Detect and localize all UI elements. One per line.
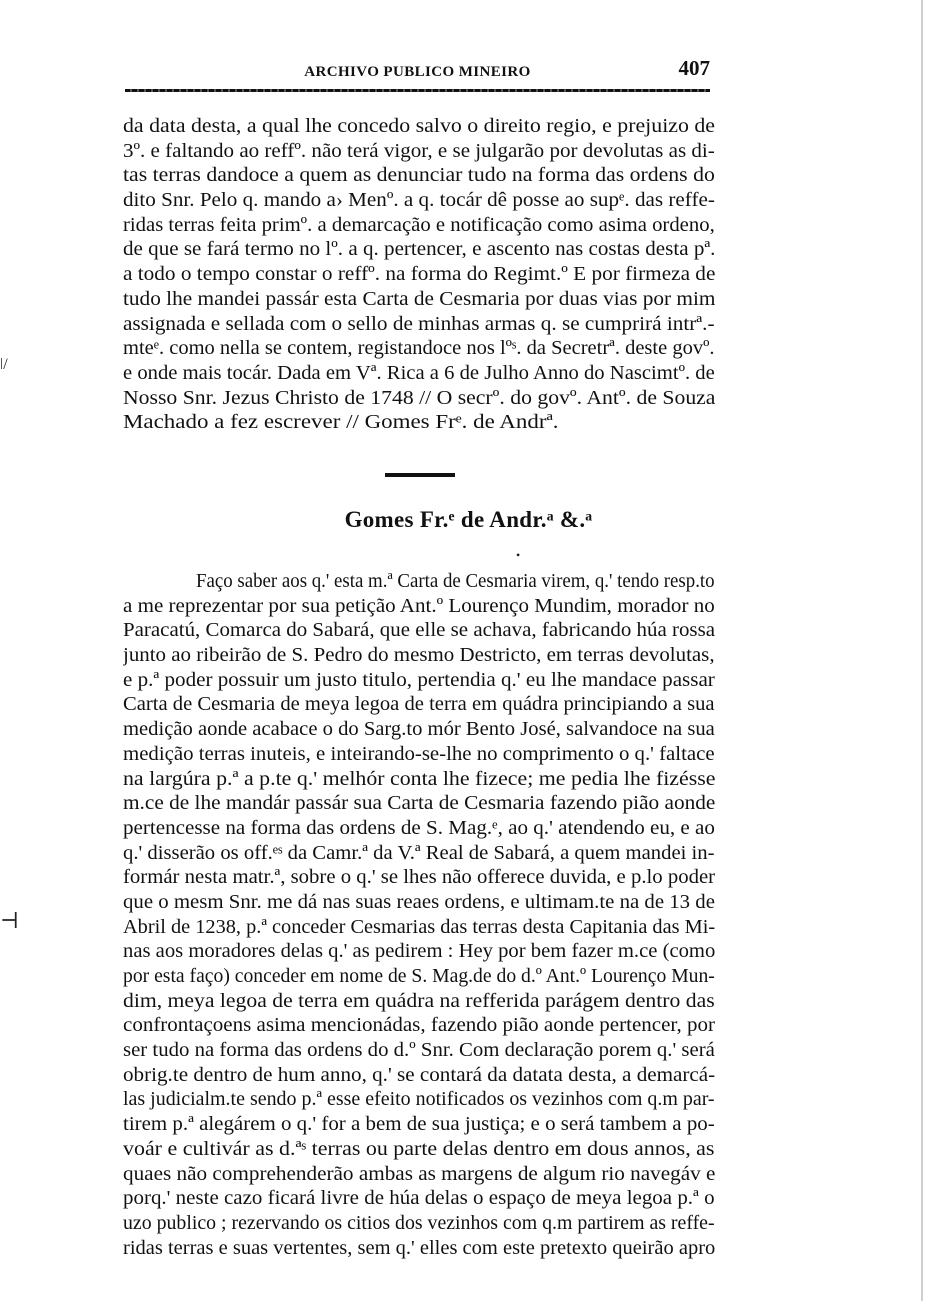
text-line: Nosso Snr. Jezus Christo de 1748 // O secrº. do govº. Antº. de Souza [123,386,715,409]
text-line: tudo lhe mandei passár esta Carta de Cesmaria por duas vias por mim [123,287,715,310]
text-line: por esta faço) conceder em nome de S. Mag.de do d.º Ant.º Lourenço Mun- [123,965,715,987]
text-line: Paracatú, Comarca do Sabará, que elle se achava, fabricando húa rossa [123,619,715,642]
text-line: que o mesm Snr. me dá nas suas reaes ordens, e ultimam.te na de 13 de [123,890,715,913]
scan-edge [921,0,923,1301]
text-line: confrontaçoens asima mencionádas, fazendo pião aonde pertencer, por [123,1014,715,1037]
text-line: uzo publico ; rezervando os citios dos vezinhos com q.m partirem as reffe- [123,1211,715,1234]
section-divider [385,473,455,477]
text-line: nas aos moradores delas q.' as pedirem : Hey por bem fazer m.ce (como [123,940,715,963]
margin-mark: ⊣ [0,908,19,933]
text-line: da data desta, a qual lhe concedo salvo o direito regio, e prejuizo de [123,115,715,137]
paragraph-2 [123,569,715,1260]
text-line: Faço saber aos q.' esta m.ª Carta de Cesmaria virem, q.' tendo resp.to [195,570,715,592]
text-line: porq.' neste cazo ficará livre de húa delas o espaço de meya legoa p.ª o [123,1187,715,1210]
running-head: ARCHIVO PUBLICO MINEIRO [304,64,531,80]
text-line: e p.ª poder possuir um justo titulo, pertendia q.' eu lhe mandace passar [123,668,715,691]
text-line: mteᵉ. como nella se contem, registandoce nos lºˢ. da Secretrª. deste govº. [123,337,715,360]
text-line: pertencesse na forma das ordens de S. Mag.ᵉ, ao q.' atendendo eu, e ao [123,816,715,839]
text-line: junto ao ribeirão de S. Pedro do mesmo Destricto, em terras devolutas, [123,644,715,667]
text-line: medição aonde acabace o do Sarg.to mór Bento José, salvandoce na sua [123,718,715,741]
section-title: Gomes Fr.ᵉ de Andr.ᵃ &.ᵃ [344,507,593,532]
text-line: voár e cultivár as d.ªˢ terras ou parte delas dentro em dous annos, as [123,1137,715,1160]
paragraph-1 [123,114,715,435]
text-line: quaes não comprehenderão ambas as margens de algum rio navegáv e [123,1162,715,1185]
text-line: na largúra p.ª a p.te q.' melhór conta lhe fizece; me pedia lhe fizésse [123,767,715,790]
text-line: a todo o tempo constar o reffº. na forma do Regimt.º E por firmeza de [123,263,715,286]
page-header [125,56,710,92]
text-line: formár nesta matr.ª, sobre o q.' se lhes não offerece duvida, e p.lo poder [123,866,715,889]
page-number: 407 [678,56,710,80]
text-line: a me reprezentar por sua petição Ant.º Lourenço Mundim, morador no [123,594,715,617]
text-line: ridas terras e suas vertentes, sem q.' elles com este pretexto queirão apro [123,1236,715,1259]
text-line: m.ce de lhe mandár passár sua Carta de Cesmaria fazendo pião aonde [123,792,715,815]
text-line: las judicialm.te sendo p.ª esse efeito notificados os vezinhos com q.m par- [123,1088,715,1111]
text-line: tas terras dandoce a quem as denunciar tudo na forma das ordens do [123,164,715,187]
text-line: ridas terras feita primº. a demarcação e notificação como asima ordeno, [123,213,715,236]
text-line: Machado a fez escrever // Gomes Frᵉ. de Andrª. [123,411,559,434]
text-line: medição terras inuteis, e inteirando-se-lhe no comprimento o q.' faltace [123,742,715,765]
text-line: assignada e sellada com o sello de minhas armas q. se cumprirá intrª.- [123,312,715,335]
text-line: obrig.te dentro de hum anno, q.' se contará da datata desta, a demarcá- [123,1063,715,1086]
margin-mark: ǀ/ [0,356,8,373]
text-line: dim, meya legoa de terra em quádra na refferida parágem dentro das [123,989,715,1012]
stray-mark: • [516,548,521,562]
header-rule [125,89,710,92]
text-line: Carta de Cesmaria de meya legoa de terra em quádra principiando a sua [123,693,715,716]
text-line: q.' disserão os off.ᵉˢ da Camr.ª da V.ª Real de Sabará, a quem mandei in- [123,841,715,864]
text-line: ser tudo na forma das ordens do d.º Snr. Com declaração porem q.' será [123,1039,715,1062]
text-line: tirem p.ª alegárem o q.' for a bem de sua justiça; e o será tambem a po- [123,1113,715,1136]
text-line: dito Snr. Pelo q. mando a› Menº. a q. tocár dê posse ao supᵉ. das reffe- [123,189,715,212]
text-line: 3º. e faltando ao reffº. não terá vigor, e se julgarão por devolutas as di- [123,139,715,162]
text-line: e onde mais tocár. Dada em Vª. Rica a 6 de Julho Anno do Nascimtº. de [123,361,715,384]
text-line: Abril de 1238, p.ª conceder Cesmarias das terras desta Capitania das Mi- [123,915,715,938]
text-line: de que se fará termo no lº. a q. pertencer, e ascento nas costas desta pª. [123,238,715,261]
